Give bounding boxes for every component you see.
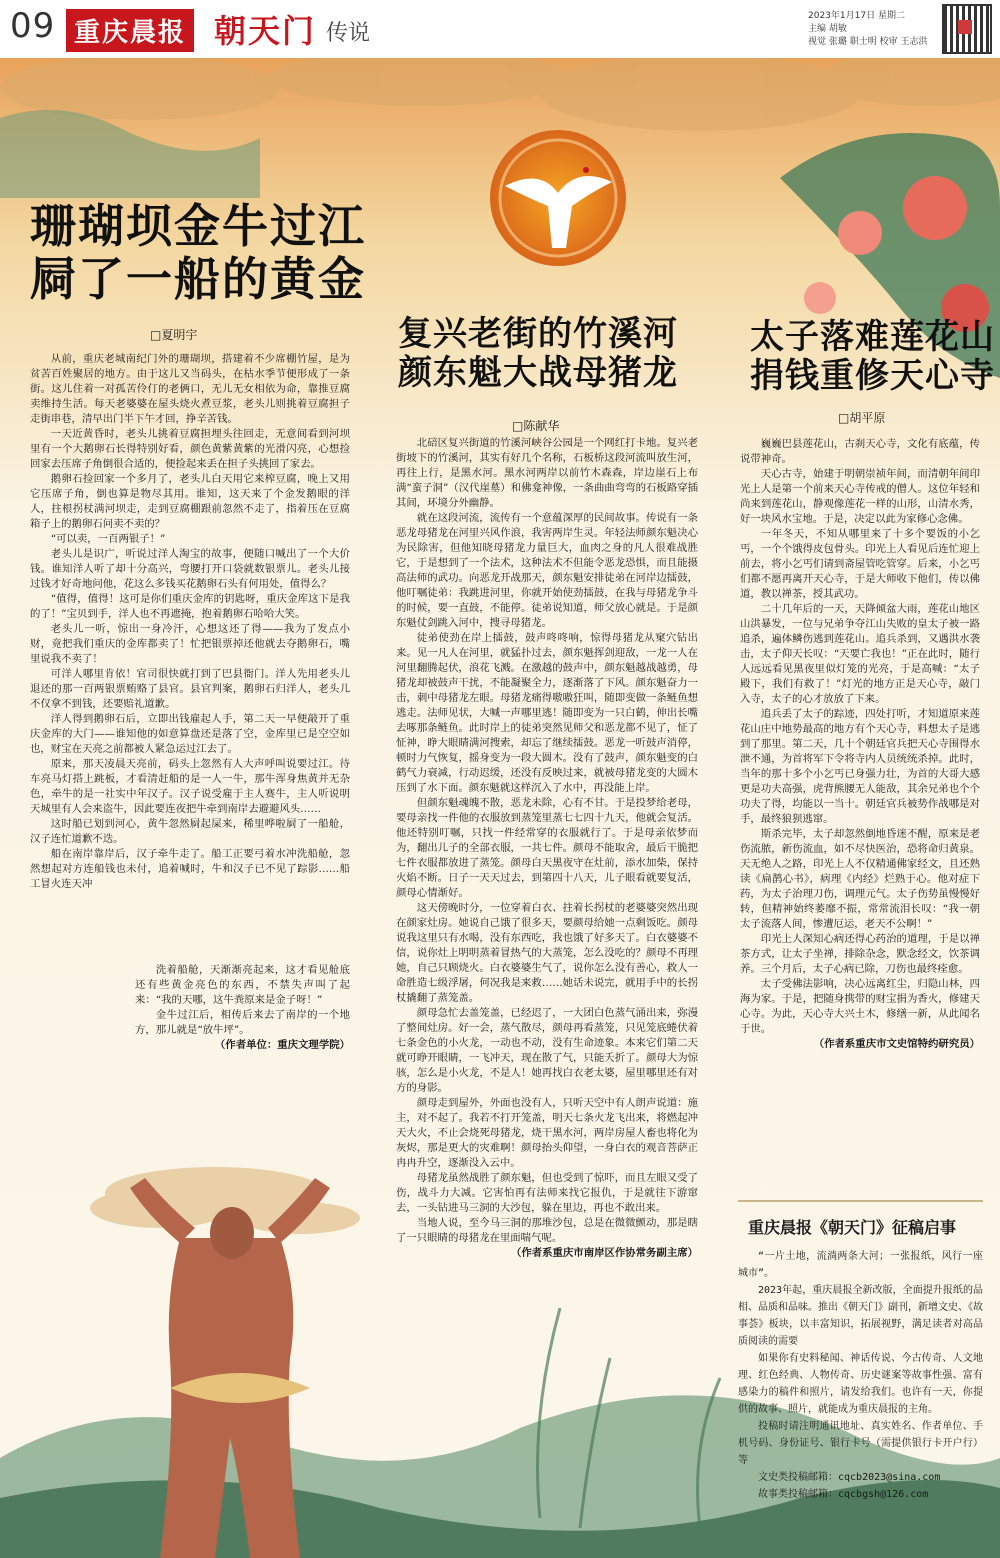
paragraph: 北碚区复兴街道的竹溪河峡谷公园是一个网红打卡地。复兴老街坡下的竹溪河，其实有好几个名称，石板桥这段河流叫放生河，再往上行，是黑水河。黑水河两岸以前竹木森森，岸边崖石上布满“蛮子洞”（汉代崖墓）和佛龛神像，一条曲曲弯弯的石板路穿插其间，环境分外幽静。 <box>396 437 698 509</box>
section-title: 朝天门 <box>214 12 317 50</box>
article1-body <box>30 352 350 892</box>
author-signoff: （作者单位：重庆文理学院） <box>214 1039 350 1051</box>
date-line: 2023年1月17日 星期二 <box>808 11 905 21</box>
paragraph: 洋人得到鹅卵石后，立即出钱雇起人手，第二天一早便敲开了重庆金库的大门——谁知他的如意算盘还是落了空，金库里已是空空如也，财宝在天亮之前都被人紧急运过江去了。 <box>30 713 350 755</box>
paragraph: 如果你有史料秘闻、神话传说、今古传奇、人文地理、红色经典、人物传奇、历史谜案等故事性强、富有感染力的稿件和照片，请发给我们。也许有一天，你提供的故事、照片，就能成为重庆晨报的主角。 <box>738 1353 983 1415</box>
paragraph: 母猪龙虽然战胜了颜东魁，但也受到了惊吓，而且左眼又受了伤，战斗力大减。它害怕再有法师来找它报仇，于是就往下游窜去，一头钻进马三洞的大沙包，躲在里边，再也不敢出来。 <box>396 1172 698 1214</box>
article1-title <box>30 200 366 306</box>
article1-tail <box>135 963 350 1053</box>
paragraph: “值得，值得！这可是你们重庆金库的钥匙呀，重庆金库这下是我的了！”宝贝到手，洋人也不再遮掩，抱着鹅卵石哈哈大笑。 <box>30 593 350 620</box>
paragraph: 巍巍巴县莲花山，古刹天心寺，文化有底蕴，传说带神奇。 <box>740 438 980 465</box>
paragraph: 徒弟使劲在岸上擂鼓，鼓声咚咚响，惊得母猪龙从窠穴钻出来。见一凡人在河里，就猛扑过去，颜东魁挥剑迎敌，一龙一人在河里翻腾起伏，浪花飞溅。在激越的鼓声中，颜东魁越战越勇，母猪龙却被鼓声干扰，不能凝聚全力，逐渐落了下风。颜东魁奋力一击，刺中母猪龙左眼。母猪龙痛得嗷嗷狂叫，随即变做一条鲢鱼想逃走。法师见状，大喊一声哪里逃！随即变为一只白鹤，伸出长嘴去啄那条鲢鱼。此时岸上的徒弟突然见师父和恶龙都不见了，怔了怔神，睁大眼睛满河搜索，却忘了继续擂鼓。恶龙一听鼓声消停，顿时力气恢复，摇身变为一段大圆木。没有了鼓声，颜东魁变的白鹤气力衰减，行动迟缓，还没有反映过来，就被母猪龙变的大圆木压到了水下面。颜东魁就这样沉入了水中，再没能上岸。 <box>396 632 698 794</box>
article3-title <box>750 318 995 396</box>
article2-body <box>396 436 698 1261</box>
paragraph: 这时船已划到河心，黄牛忽然屙起屎来，稀里哗啦屙了一船舱，汉子连忙道歉不迭。 <box>30 818 350 845</box>
article2-title-line1: 复兴老街的竹溪河 <box>398 314 678 354</box>
author-signoff: （作者系重庆市南岸区作协常务副主席） <box>510 1247 698 1259</box>
paragraph: 故事类投稿邮箱：cqcbgsh@126.com <box>758 1489 929 1500</box>
paragraph: 可洋人哪里肯依！官司很快就打到了巴县衙门。洋人先用老头儿退还的那一百两银票贿赂了县官。县官判案，鹅卵石归洋人，老头儿不仅拿不到钱，还要赔礼道歉。 <box>30 668 350 710</box>
paragraph: 从前，重庆老城南纪门外的珊瑚坝，搭建着不少席棚竹屋，是为贫苦百姓聚居的地方。由于这儿又当码头，在枯水季节便形成了一条街。这儿住着一对孤苦伶仃的老俩口，无儿无女相依为命，靠推豆腐卖维持生活。每天老婆婆在屋头烧火煮豆浆，老头儿则挑着豆腐担子走街串巷，清早出门半下午才回，挣辛苦钱。 <box>30 353 350 425</box>
paragraph: “可以卖，一百两银子！” <box>50 533 166 545</box>
paragraph: 追兵丢了太子的踪迹，四处打听，才知道原来莲花山庄中地势最高的地方有个天心寺，料想太子是逃到了那里。第二天，几十个朝廷官兵把天心寺围得水泄不通，为首将军下令将寺内人员统统杀掉。此时，当年的那十多个小乞丐已身强力壮，为首的大哥大感更是功夫高强，虎背熊腰无人能敌，其余兄弟也个个功夫了得，均能以一当十。朝廷官兵被势作战哪是对手，最终狼狈逃窜。 <box>740 708 980 825</box>
sun-crane-emblem <box>490 130 626 266</box>
article3-body <box>740 437 980 1052</box>
paragraph: 文史类投稿邮箱：cqcb2023@sina.com <box>758 1472 941 1483</box>
paragraph: 太子受佛法影响，决心远离红尘，归隐山林，四海为家。于是，把随身携带的财宝捐为香火，修建天心寺。为此，天心寺大兴土木，修缮一新，从此闻名于世。 <box>740 978 980 1035</box>
article2-title <box>398 315 678 393</box>
paragraph: 投稿时请注明通讯地址、真实姓名、作者单位、手机号码、身份证号、银行卡号（需提供银行卡开户行）等 <box>738 1421 983 1466</box>
paragraph: 二十几年后的一天，天降倾盆大雨，莲花山地区山洪暴发，一位与兄弟争夺江山失败的皇太子被一路追杀，遍体鳞伤逃到莲花山。追兵杀到，又遇洪水袭击，太子仰天长叹：“天要亡我也！”正在此时，随行人远远看见黑夜里似灯笼的光亮，于是高喊：“太子殿下，我们有救了！”灯光的地方正是天心寺，敲门入寺，太子的心才放放了下来。 <box>740 603 980 705</box>
call-for-papers-notice <box>738 1215 983 1503</box>
paragraph: 一天近黄昏时，老头儿挑着豆腐担埋头往回走，无意间看到河坝里有一个大鹅卵石长得特别好看，颜色黄紫黄紫的光滑闪亮，心想捡回家去压席子角倒很合适的，便捡起来丢在担子头挑回了家去。 <box>30 428 350 470</box>
paragraph: 船在南岸靠岸后，汉子牵牛走了。船工正要弓着水冲洗船舱，忽然想起对方连船钱也未付，追着喊时，牛和汉子已不见了踪影……船工冒火连天冲 <box>30 848 350 890</box>
paragraph: 颜母急忙去盖笼盖，已经迟了，一大团白色蒸气涌出来，弥漫了整间灶房。好一会，蒸气散尽，颜母再看蒸笼，只见笼底蜷伏着七条金色的小火龙，一动也不动，没有生命迹象。本来它们第二天就可睁开眼睛，一飞冲天，现在散了气，只能夭折了。颜母大为惊骇，怎么是小火龙，不是人！她再找白衣老太婆，屋里哪里还有对方的身影。 <box>396 1007 698 1094</box>
section-subtitle: 传说 <box>326 21 371 46</box>
paragraph: 一年冬天，不知从哪里来了十多个要饭的小乞丐，一个个饿得皮包骨头。印光上人看见后连忙迎上前去，将小乞丐们请到斋屋管吃管穿。后来，小乞丐们都不愿再离开天心寺，于是大师收下他们，传以佛道，教以禅茶，授其武功。 <box>740 528 980 600</box>
paragraph: 金牛过江后，相传后来去了南岸的一个地方，那儿就是“放牛坪”。 <box>135 1009 350 1036</box>
paragraph: 2023年起，重庆晨报全新改版，全面提升报纸的品相、品质和品味。推出《朝天门》副刊，新增文史、《故事荟》板块，以丰富知识，拓展视野，满足读者对高品质阅读的需要 <box>738 1285 983 1347</box>
article3-title-line2: 捐钱重修天心寺 <box>750 356 995 397</box>
paragraph: 洗着船舱，天渐渐亮起来，这才看见舱底还有些黄金亮色的东西，不禁失声叫了起来：“我的天哪，这牛粪原来是金子呀！” <box>135 964 350 1006</box>
article1-author: □夏明宇 <box>150 328 198 342</box>
staff-line: 视觉 张璐 职士明 校审 王志洪 <box>808 37 928 47</box>
paragraph: 天心古寺，始建于明朝崇祯年间，而清朝年间印光上人是第一个前来天心寺传戒的僧人。这位年轻和尚来到莲花山，静观像莲花一样的山形，山清水秀，好一块风水宝地。于是，决定以此为家修心念佛。 <box>740 468 980 525</box>
newspaper-logo: 重庆晨报 <box>66 9 194 52</box>
paragraph: 但颜东魁魂魄不散，恶龙未除，心有不甘。于是投梦给老母，要母亲找一件他的衣服放到蒸笼里蒸七七四十九天，他就会复活。他还特别叮嘱，只找一件经常穿的衣服就行了。于是母亲依梦而为，翻出儿子的全部衣服，一共七件。颜母不能取舍，最后干脆把七件衣服都放进了蒸笼。颜母白天黑夜守在灶前，添水加柴，保持火焰不断。日子一天天过去，到第四十八天，儿子眼看就要复活，颜母心情渐好。 <box>396 797 698 899</box>
notice-divider <box>738 1200 983 1202</box>
page-header <box>0 0 1000 59</box>
paragraph: 鹅卵石捡回家一个多月了，老头儿白天用它来榨豆腐，晚上又用它压席子角，倒也算是物尽其用。谁知，这天来了个金发鹅眼的洋人，拄根拐杖满河坝走，走到豆腐棚跟前忽然不走了，指着压在豆腐箱子上的鹅卵石问卖不卖的？ <box>30 473 350 530</box>
paragraph: 老头儿一听，惊出一身冷汗，心想这还了得——我为了发点小财，竟把我们重庆的金库都卖了！忙把银票掉还他就去夺鹅卵石，嘴里说我不卖了！ <box>30 623 350 665</box>
paragraph: 当地人说，至今马三洞的那堆沙包，总是在微微颤动，那是瞎了一只眼睛的母猪龙在里面喘气呢。 <box>396 1217 698 1244</box>
masthead-meta <box>808 10 938 49</box>
editor-line: 主编 胡敏 <box>808 24 847 34</box>
page-number: 09 <box>10 6 56 46</box>
qr-code-icon[interactable] <box>942 4 992 54</box>
article2-author: □陈献华 <box>512 419 560 433</box>
article3-title-line1: 太子落难莲花山 <box>750 317 995 357</box>
paragraph: 老头儿是识广，听说过洋人淘宝的故事，便随口喊出了一个大价钱。谁知洋人听了却十分高兴，弯腰打开口袋就数银票儿。老头儿接过钱才好奇地问他，花这么多钱买花鹅卵石头有何用处，值得么？ <box>30 548 350 590</box>
paragraph: 斯杀完毕，太子却忽然倒地昏迷不醒，原来是老伤流脓，新伤流血，如不尽快医治，恐将命归黄泉。天无绝人之路，印光上人不仅精通佛家经文，且还熟读《扁鹊心书》，病理《内经》烂熟于心。他对症下药，为太子治理刀伤，调理元气。太子伤势虽慢慢好转，但精神始终萎靡不振，常常流泪长叹：“我一朝太子流落人间，惨遭厄运，老天不公啊！” <box>740 828 980 930</box>
article3-author: □胡平原 <box>838 411 886 425</box>
article1-title-line2: 屙了一船的黄金 <box>30 251 366 306</box>
paragraph: 颜母走到屋外，外面也没有人，只听天空中有人朗声说道：施主，对不起了。我若不打开笼盖，明天七条火龙飞出来，将燃起冲天大火，不止会烧死母猪龙，烧干黑水河，两岸房屋人畜也将化为灰烬，那是更大的灾难啊！颜母抬头仰望，一身白衣的观音菩萨正冉冉升空，逐渐没入云中。 <box>396 1097 698 1169</box>
paragraph: “一片土地，流淌两条大河；一张报纸，风行一座城市”。 <box>738 1251 983 1279</box>
article1-title-line1: 珊瑚坝金牛过江 <box>30 199 366 253</box>
paragraph: 原来，那天凌晨天亮前，码头上忽然有人大声呼叫说要过江。待车亮马灯搭上跳板，才看清赶船的是一人一牛，那牛浑身焦黄并无杂色，牵牛的是一社实中年汉子。汉子说受雇于主人赛牛，主人听说明天城里有人会来盗牛，因此要连夜把牛牵到南岸去避避风头…… <box>30 758 350 815</box>
article2-title-line2: 颜东魁大战母猪龙 <box>398 353 678 394</box>
paragraph: 这天傍晚时分，一位穿着白衣、拄着长拐杖的老婆婆突然出现在颜家灶房。她说自己饿了很多天，要颜母给她一点剩饭吃。颜母说我这里只有水喝，没有东西吃，我也饿了好多天了。白衣婆婆不信，说你灶上明明蒸着冒热气的大蒸笼，怎么没吃的？颜母不再理她，自己只顾烧火。白衣婆婆生气了，说你怎么没有善心，救人一命胜造七级浮屠，何况我是来救……她话未说完，就用手中的长拐杖撬翻了蒸笼盖。 <box>396 902 698 1004</box>
notice-title: 重庆晨报《朝天门》征稿启事 <box>748 1218 957 1237</box>
paragraph: 就在这段河流，流传有一个意蕴深厚的民间故事。传说有一条恶龙母猪龙在河里兴风作浪，我害两岸生灵。年轻法师颜东魁决心为民除害，但他知晓母猪龙力量巨大，血肉之身的凡人很难战胜它，于是想到了一个法术，这种法术不但能令恶龙恐惧，而且能摄高法师的武功。向恶龙开战那天，颜东魁安排徒弟在河岸边擂鼓，他叮嘱徒弟：我跳进河里，你就开始使劲擂鼓，在我与母猪龙争斗的时候，要一直鼓，不能停。徒弟说知道，师父放心就是。于是颜东魁仗剑跳入河中，搜寻母猪龙。 <box>396 512 698 629</box>
notice-body <box>738 1248 983 1503</box>
paragraph: 印光上人深知心病还得心药治的道理，于是以禅茶方式，让太子坐禅，排除杂念，默念经文，饮茶调养。三个月后，太子心病已除，刀伤也最终痊愈。 <box>740 933 980 975</box>
author-signoff: （作者系重庆市文史馆特约研究员） <box>813 1038 980 1050</box>
